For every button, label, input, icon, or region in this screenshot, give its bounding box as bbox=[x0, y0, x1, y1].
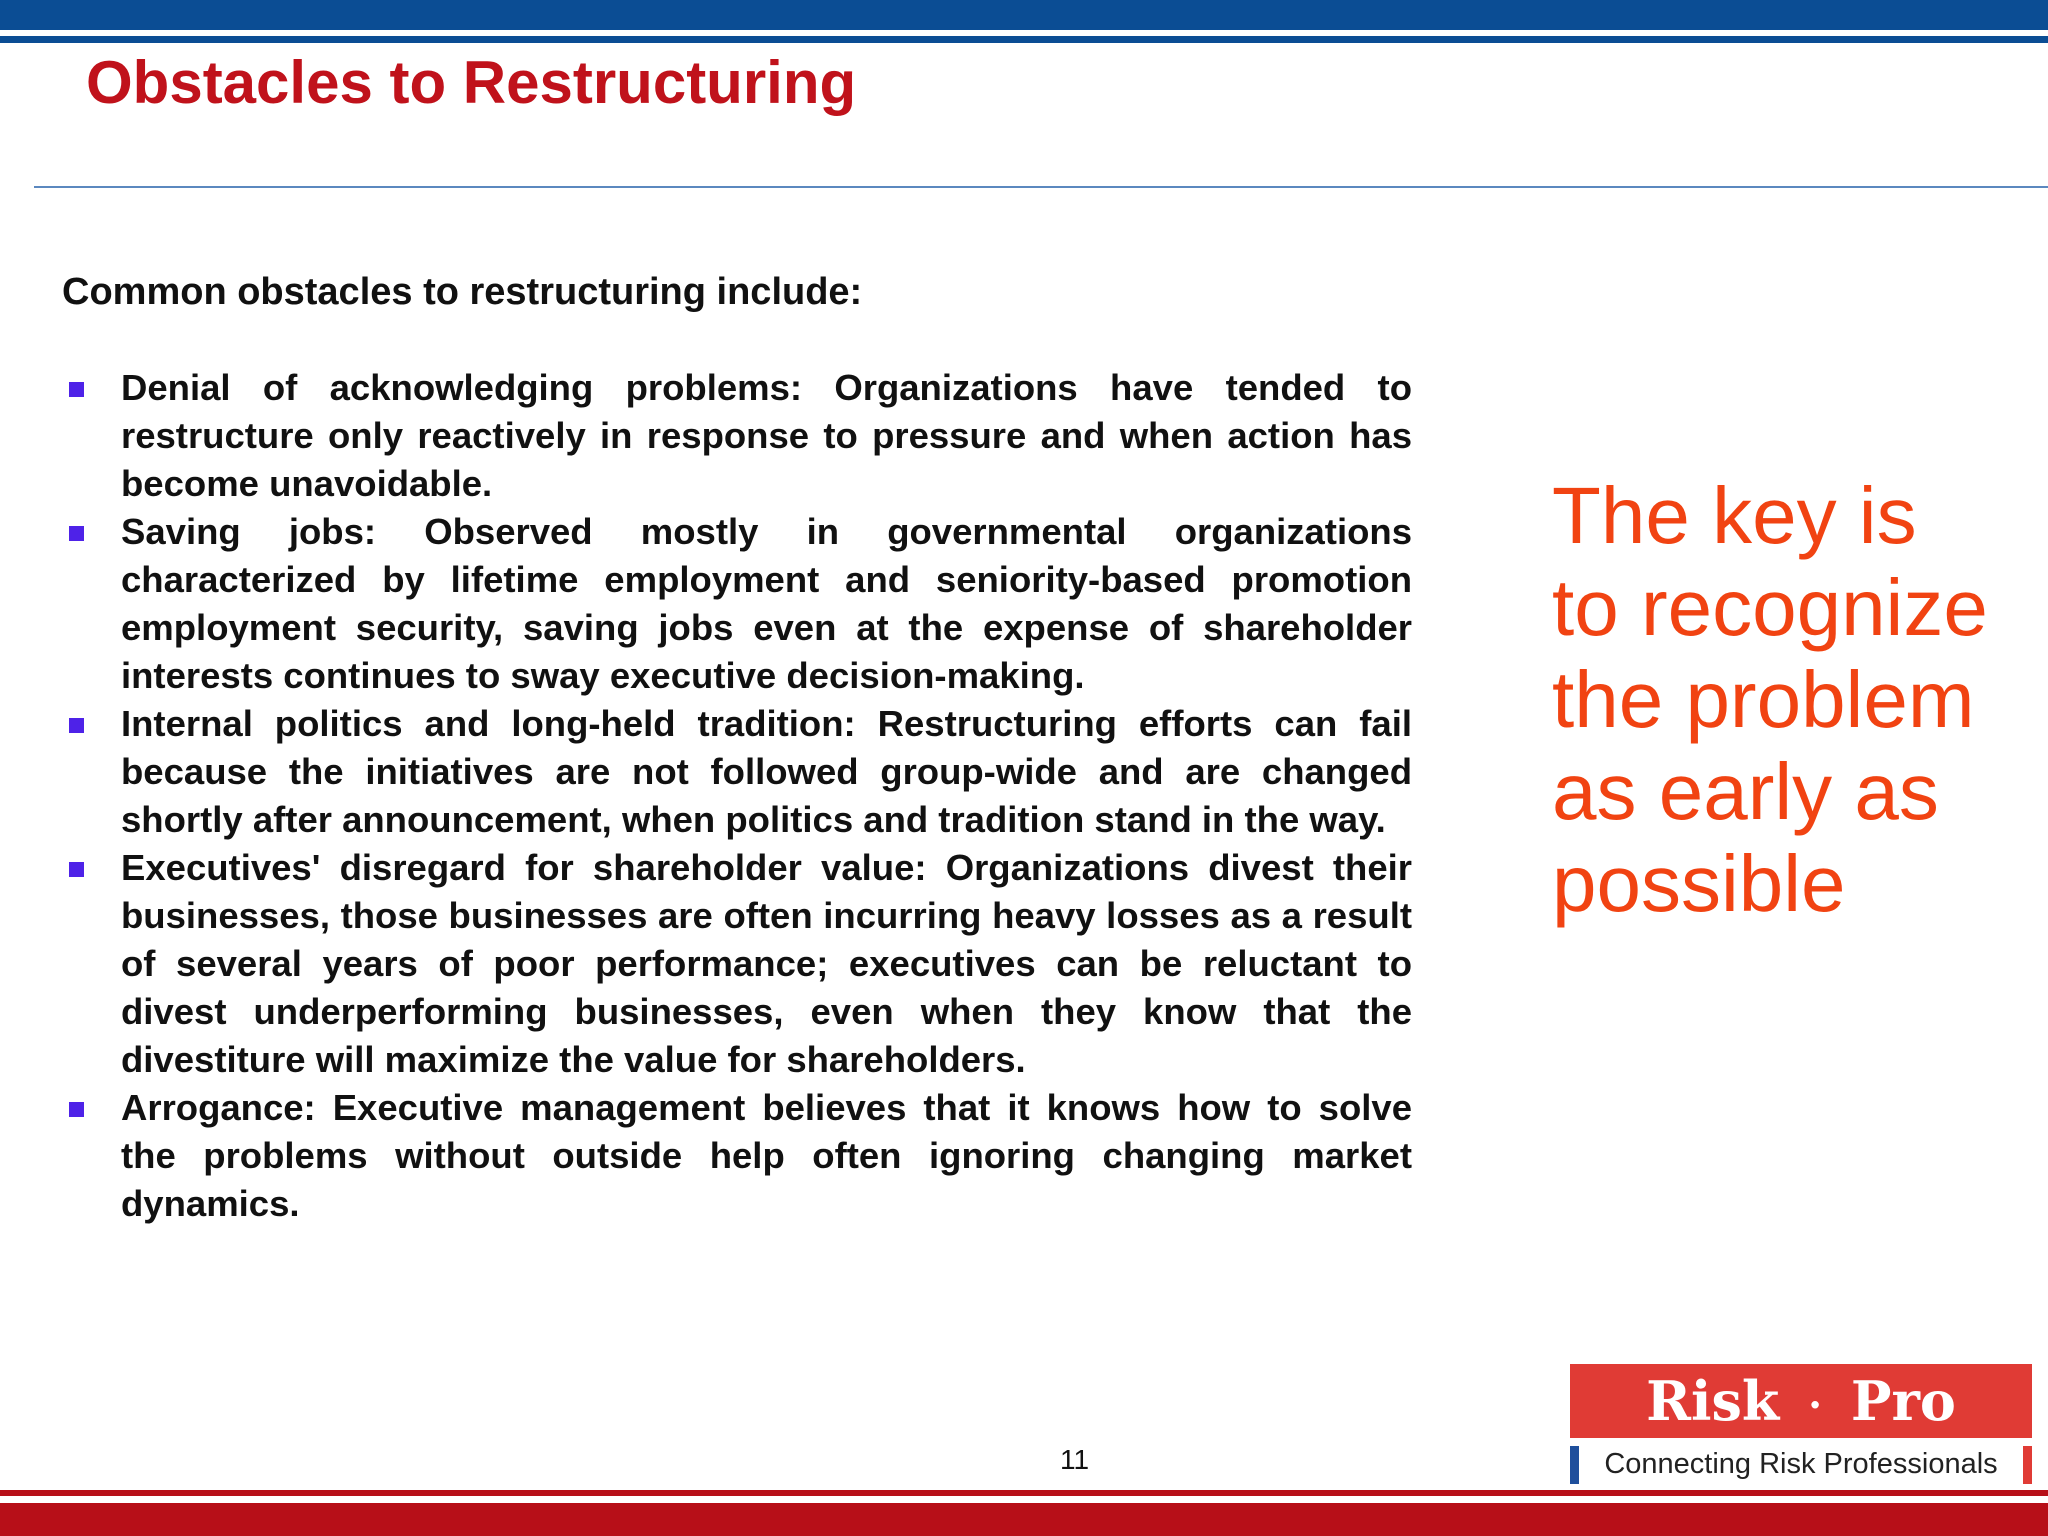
list-item bbox=[62, 364, 1412, 508]
list-item-text: Arrogance: Executive management believes that it knows how to solve the problems without outside help often ignoring changing market dynamics. bbox=[121, 1087, 1412, 1224]
title-divider bbox=[34, 186, 2048, 188]
key-takeaway-callout: The key is to recognize the problem as early as possible bbox=[1552, 471, 1988, 928]
riskpro-logo bbox=[1570, 1364, 2032, 1486]
list-item-text: Denial of acknowledging problems: Organizations have tended to restructure only reactively in response to pressure and when action has become unavoidable. bbox=[121, 367, 1412, 504]
square-bullet-icon bbox=[69, 382, 84, 397]
footer-rule bbox=[0, 1490, 2048, 1496]
list-item bbox=[62, 1084, 1412, 1228]
footer-bar bbox=[0, 1503, 2048, 1536]
logo-accent-right bbox=[2023, 1446, 2032, 1484]
list-item-text: Saving jobs: Observed mostly in governmental organizations characterized by lifetime employment and seniority-based promotion employment security, saving jobs even at the expense of shareholder interests continues to sway executive decision-making. bbox=[121, 511, 1412, 696]
list-item bbox=[62, 508, 1412, 700]
page-number: 11 bbox=[1060, 1444, 1090, 1475]
intro-text: Common obstacles to restructuring include: bbox=[62, 271, 863, 313]
obstacle-list bbox=[62, 364, 1412, 1228]
square-bullet-icon bbox=[69, 862, 84, 877]
logo-separator: · bbox=[1808, 1381, 1823, 1429]
list-item bbox=[62, 700, 1412, 844]
logo-brand-left: Risk bbox=[1646, 1369, 1780, 1433]
logo-wordmark bbox=[1570, 1364, 2032, 1438]
slide-title: Obstacles to Restructuring bbox=[86, 49, 857, 116]
logo-tagline: Connecting Risk Professionals bbox=[1604, 1448, 1998, 1480]
square-bullet-icon bbox=[69, 1102, 84, 1117]
square-bullet-icon bbox=[69, 526, 84, 541]
header-bar bbox=[0, 0, 2048, 30]
list-item bbox=[62, 844, 1412, 1084]
list-item-text: Executives' disregard for shareholder value: Organizations divest their businesses, those businesses are often incurring heavy losses as a result of several years of poor performance; executives can be reluctant to divest underperforming businesses, even when they know that the divestiture will maximize the value for shareholders. bbox=[121, 847, 1412, 1080]
slide-body bbox=[62, 268, 1412, 1228]
list-item-text: Internal politics and long-held tradition: Restructuring efforts can fail because the initiatives are not followed group-wide and are changed shortly after announcement, when politics and tradition stand in the way. bbox=[121, 703, 1412, 840]
square-bullet-icon bbox=[69, 718, 84, 733]
logo-brand-right: Pro bbox=[1850, 1369, 1956, 1433]
header-rule bbox=[0, 36, 2048, 43]
